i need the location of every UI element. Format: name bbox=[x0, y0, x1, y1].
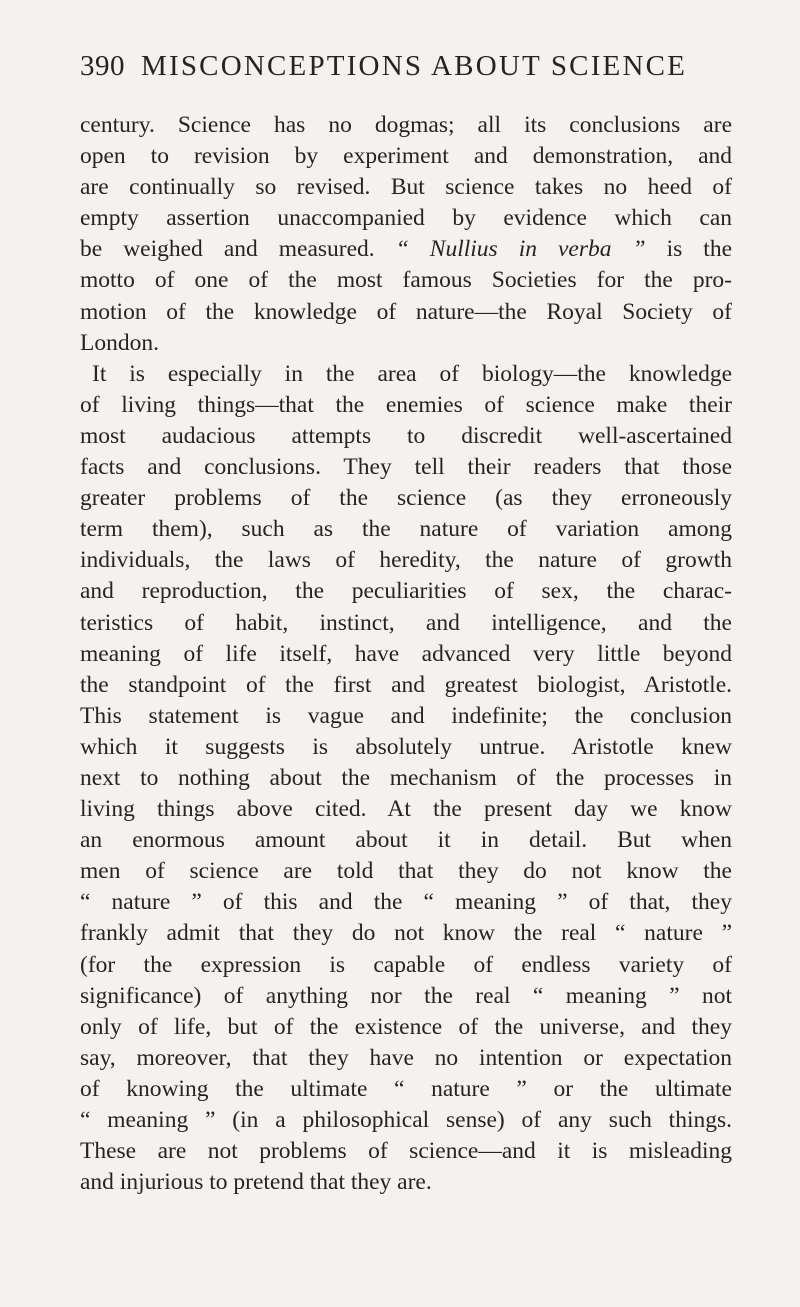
text-line: which it suggests is absolutely untrue. Aristotle knew bbox=[80, 733, 732, 760]
text-line: of knowing the ultimate “ nature ” or the ultimate bbox=[80, 1075, 732, 1102]
text-line: individuals, the laws of heredity, the nature of growth bbox=[80, 547, 732, 574]
text-line: motto of one of the most famous Societies for the pro- bbox=[80, 267, 732, 294]
text-line: significance) of anything nor the real “ meaning ” not bbox=[80, 982, 732, 1009]
text-line: living things above cited. At the present day we know bbox=[80, 796, 732, 823]
text-line: empty assertion unaccompanied by evidence which can bbox=[80, 205, 732, 232]
text-line: men of science are told that they do not know the bbox=[80, 858, 732, 885]
text-line: “ nature ” of this and the “ meaning ” of that, they bbox=[80, 889, 732, 916]
text-line: motion of the knowledge of nature—the Royal Society of bbox=[80, 298, 732, 325]
text-line: facts and conclusions. They tell their readers that those bbox=[80, 454, 732, 481]
paragraph-1 bbox=[80, 110, 732, 359]
text-line: This statement is vague and indefinite; the conclusion bbox=[80, 702, 732, 729]
text-line: “ meaning ” (in a philosophical sense) of any such things. bbox=[80, 1107, 732, 1133]
text-line: frankly admit that they do not know the real “ nature ” bbox=[80, 920, 732, 947]
text-line: and reproduction, the peculiarities of sex, the charac- bbox=[80, 578, 732, 605]
text-line: most audacious attempts to discredit well-ascertained bbox=[80, 422, 732, 449]
text-line: only of life, but of the existence of the universe, and they bbox=[80, 1013, 732, 1040]
text-line: century. Science has no dogmas; all its conclusions are bbox=[80, 112, 732, 138]
text-line: It is especially in the area of biology—the knowledge bbox=[92, 360, 732, 387]
text-line: the standpoint of the first and greatest biologist, Aristotle. bbox=[80, 671, 732, 698]
text-line: open to revision by experiment and demonstration, and bbox=[80, 143, 732, 170]
royal-society-motto: “ Nullius in verba ” bbox=[395, 236, 646, 263]
text-line: meaning of life itself, have advanced very little beyond bbox=[80, 640, 732, 667]
text-line: an enormous amount about it in detail. But when bbox=[80, 827, 732, 854]
text-line: These are not problems of science—and it is misleading bbox=[80, 1138, 732, 1165]
running-title: MISCONCEPTIONS ABOUT SCIENCE bbox=[141, 50, 688, 82]
paragraph-2 bbox=[80, 359, 732, 1199]
text-line: next to nothing about the mechanism of the processes in bbox=[80, 764, 732, 791]
text-line: term them), such as the nature of variation among bbox=[80, 516, 732, 543]
text-line: say, moreover, that they have no intention or expectation bbox=[80, 1044, 732, 1071]
text-segment: is the bbox=[666, 236, 733, 263]
text-line: London. bbox=[80, 329, 159, 356]
text-line: are continually so revised. But science takes no heed of bbox=[80, 174, 732, 201]
running-head bbox=[80, 50, 740, 90]
text-line-with-motto bbox=[80, 234, 732, 265]
text-line: of living things—that the enemies of science make their bbox=[80, 391, 732, 418]
text-line: (for the expression is capable of endless variety of bbox=[80, 951, 732, 978]
body-text bbox=[80, 110, 732, 1198]
text-segment: be weighed and measured. bbox=[80, 236, 375, 263]
text-line: greater problems of the science (as they erroneously bbox=[80, 485, 732, 512]
text-line: teristics of habit, instinct, and intelligence, and the bbox=[80, 609, 732, 636]
page-number: 390 bbox=[80, 50, 125, 82]
text-line: and injurious to pretend that they are. bbox=[80, 1169, 432, 1196]
